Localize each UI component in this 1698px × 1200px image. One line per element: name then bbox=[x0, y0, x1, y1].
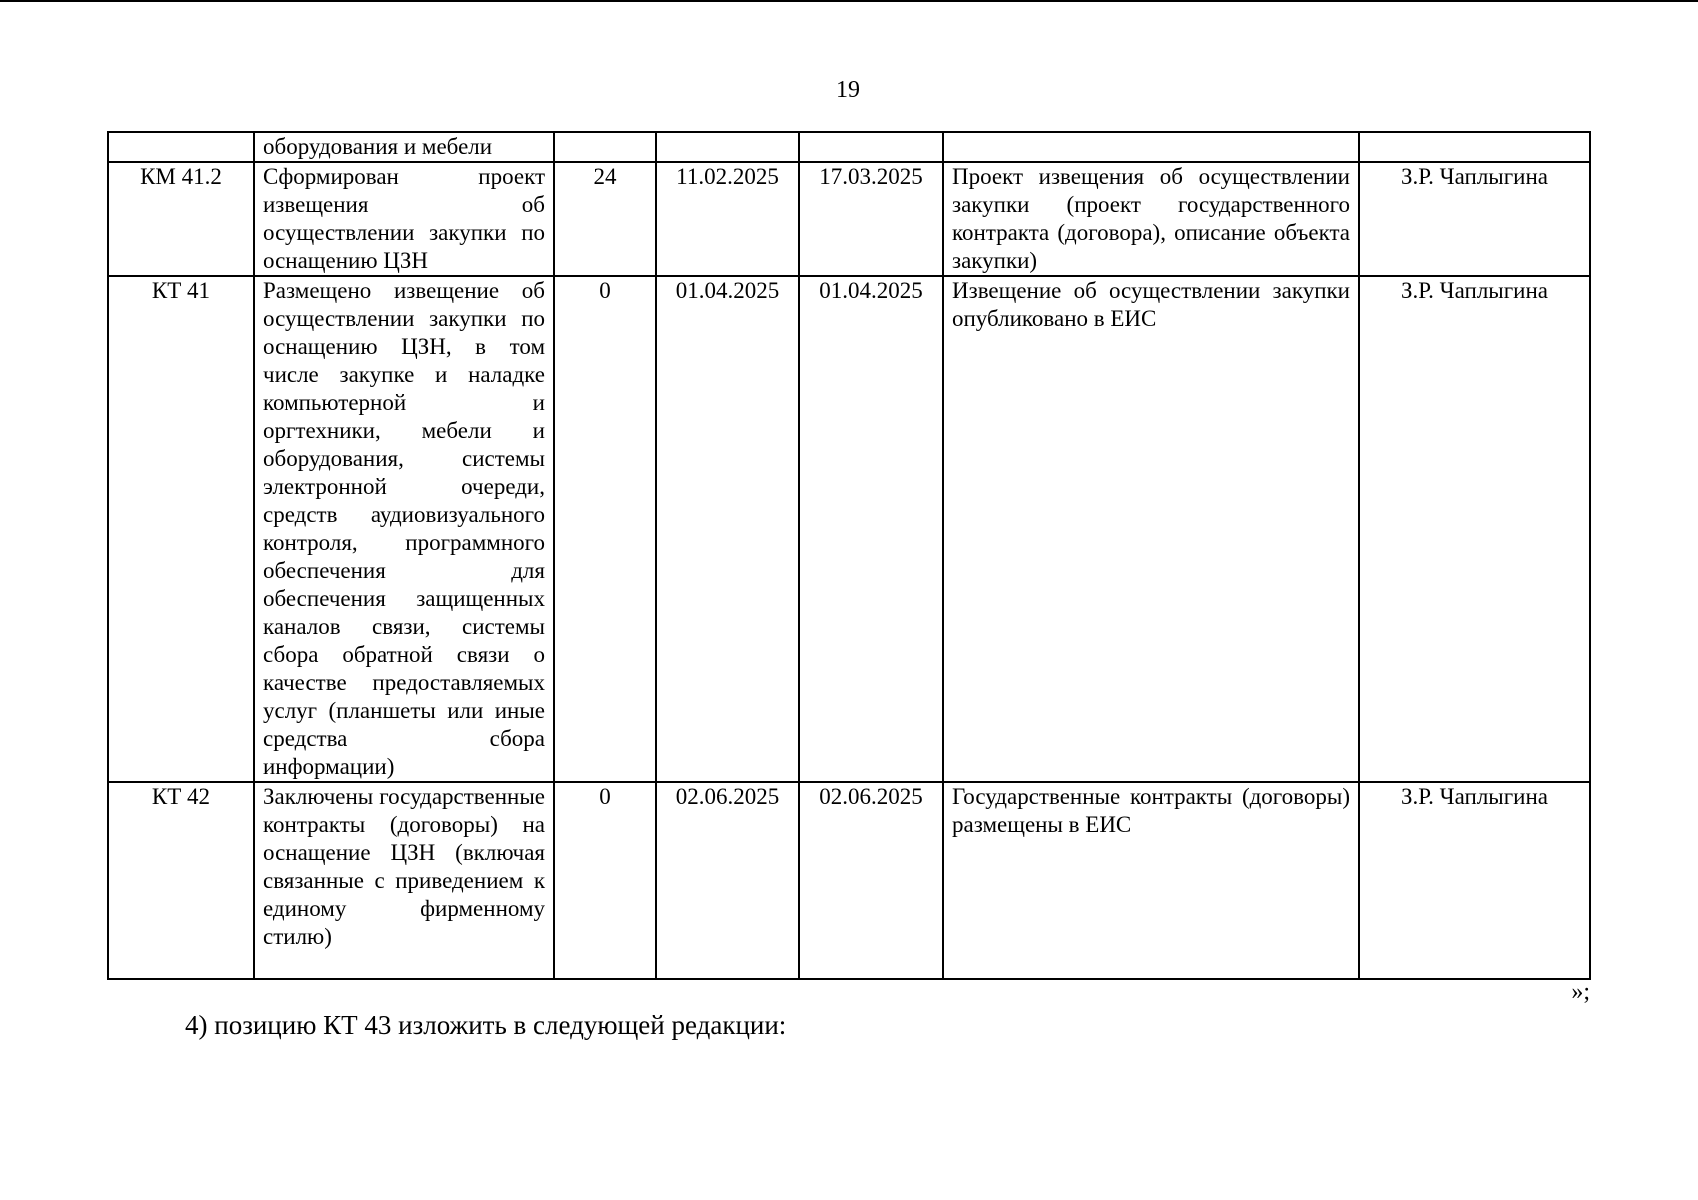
cell-start-date: 01.04.2025 bbox=[656, 276, 799, 782]
cell-result: Извещение об осуществлении закупки опубликовано в ЕИС bbox=[943, 276, 1359, 782]
cell-end-date: 01.04.2025 bbox=[799, 276, 943, 782]
table-row bbox=[108, 162, 1590, 276]
cell-responsible bbox=[1359, 132, 1590, 162]
cell-result bbox=[943, 132, 1359, 162]
cell-name: Размещено извещение об осуществлении закупки по оснащению ЦЗН, в том числе закупке и наладке компьютерной и оргтехники, мебели и оборудования, системы электронной очереди, средств аудиовизуального контроля, программного обеспечения для обеспечения защищенных каналов связи, системы сбора обратной связи о качестве предоставляемых услуг (планшеты или иные средства сбора информации) bbox=[254, 276, 554, 782]
cell-responsible: З.Р. Чаплыгина bbox=[1359, 276, 1590, 782]
cell-duration bbox=[554, 132, 656, 162]
page-top-border bbox=[0, 0, 1698, 2]
cell-code: КМ 41.2 bbox=[108, 162, 254, 276]
cell-duration: 24 bbox=[554, 162, 656, 276]
cell-name: оборудования и мебели bbox=[254, 132, 554, 162]
cell-name: Заключены государственные контракты (договоры) на оснащение ЦЗН (включая связанные с приведением к единому фирменному стилю) bbox=[254, 782, 554, 979]
cell-responsible: З.Р. Чаплыгина bbox=[1359, 162, 1590, 276]
closing-quote: »; bbox=[1571, 979, 1590, 1005]
table-row bbox=[108, 276, 1590, 782]
cell-code: КТ 41 bbox=[108, 276, 254, 782]
cell-responsible: З.Р. Чаплыгина bbox=[1359, 782, 1590, 979]
cell-result: Проект извещения об осуществлении закупки (проект государственного контракта (договора), описание объекта закупки) bbox=[943, 162, 1359, 276]
amendment-instruction: 4) позицию КТ 43 изложить в следующей редакции: bbox=[185, 1010, 787, 1040]
cell-code: КТ 42 bbox=[108, 782, 254, 979]
cell-code bbox=[108, 132, 254, 162]
cell-duration: 0 bbox=[554, 276, 656, 782]
cell-duration: 0 bbox=[554, 782, 656, 979]
cell-end-date bbox=[799, 132, 943, 162]
cell-start-date: 11.02.2025 bbox=[656, 162, 799, 276]
page-number: 19 bbox=[836, 77, 860, 103]
cell-start-date bbox=[656, 132, 799, 162]
table-row bbox=[108, 132, 1590, 162]
milestones-table bbox=[107, 131, 1591, 980]
cell-start-date: 02.06.2025 bbox=[656, 782, 799, 979]
table-row bbox=[108, 782, 1590, 979]
cell-result: Государственные контракты (договоры) размещены в ЕИС bbox=[943, 782, 1359, 979]
cell-end-date: 17.03.2025 bbox=[799, 162, 943, 276]
cell-end-date: 02.06.2025 bbox=[799, 782, 943, 979]
cell-name: Сформирован проект извещения об осуществлении закупки по оснащению ЦЗН bbox=[254, 162, 554, 276]
